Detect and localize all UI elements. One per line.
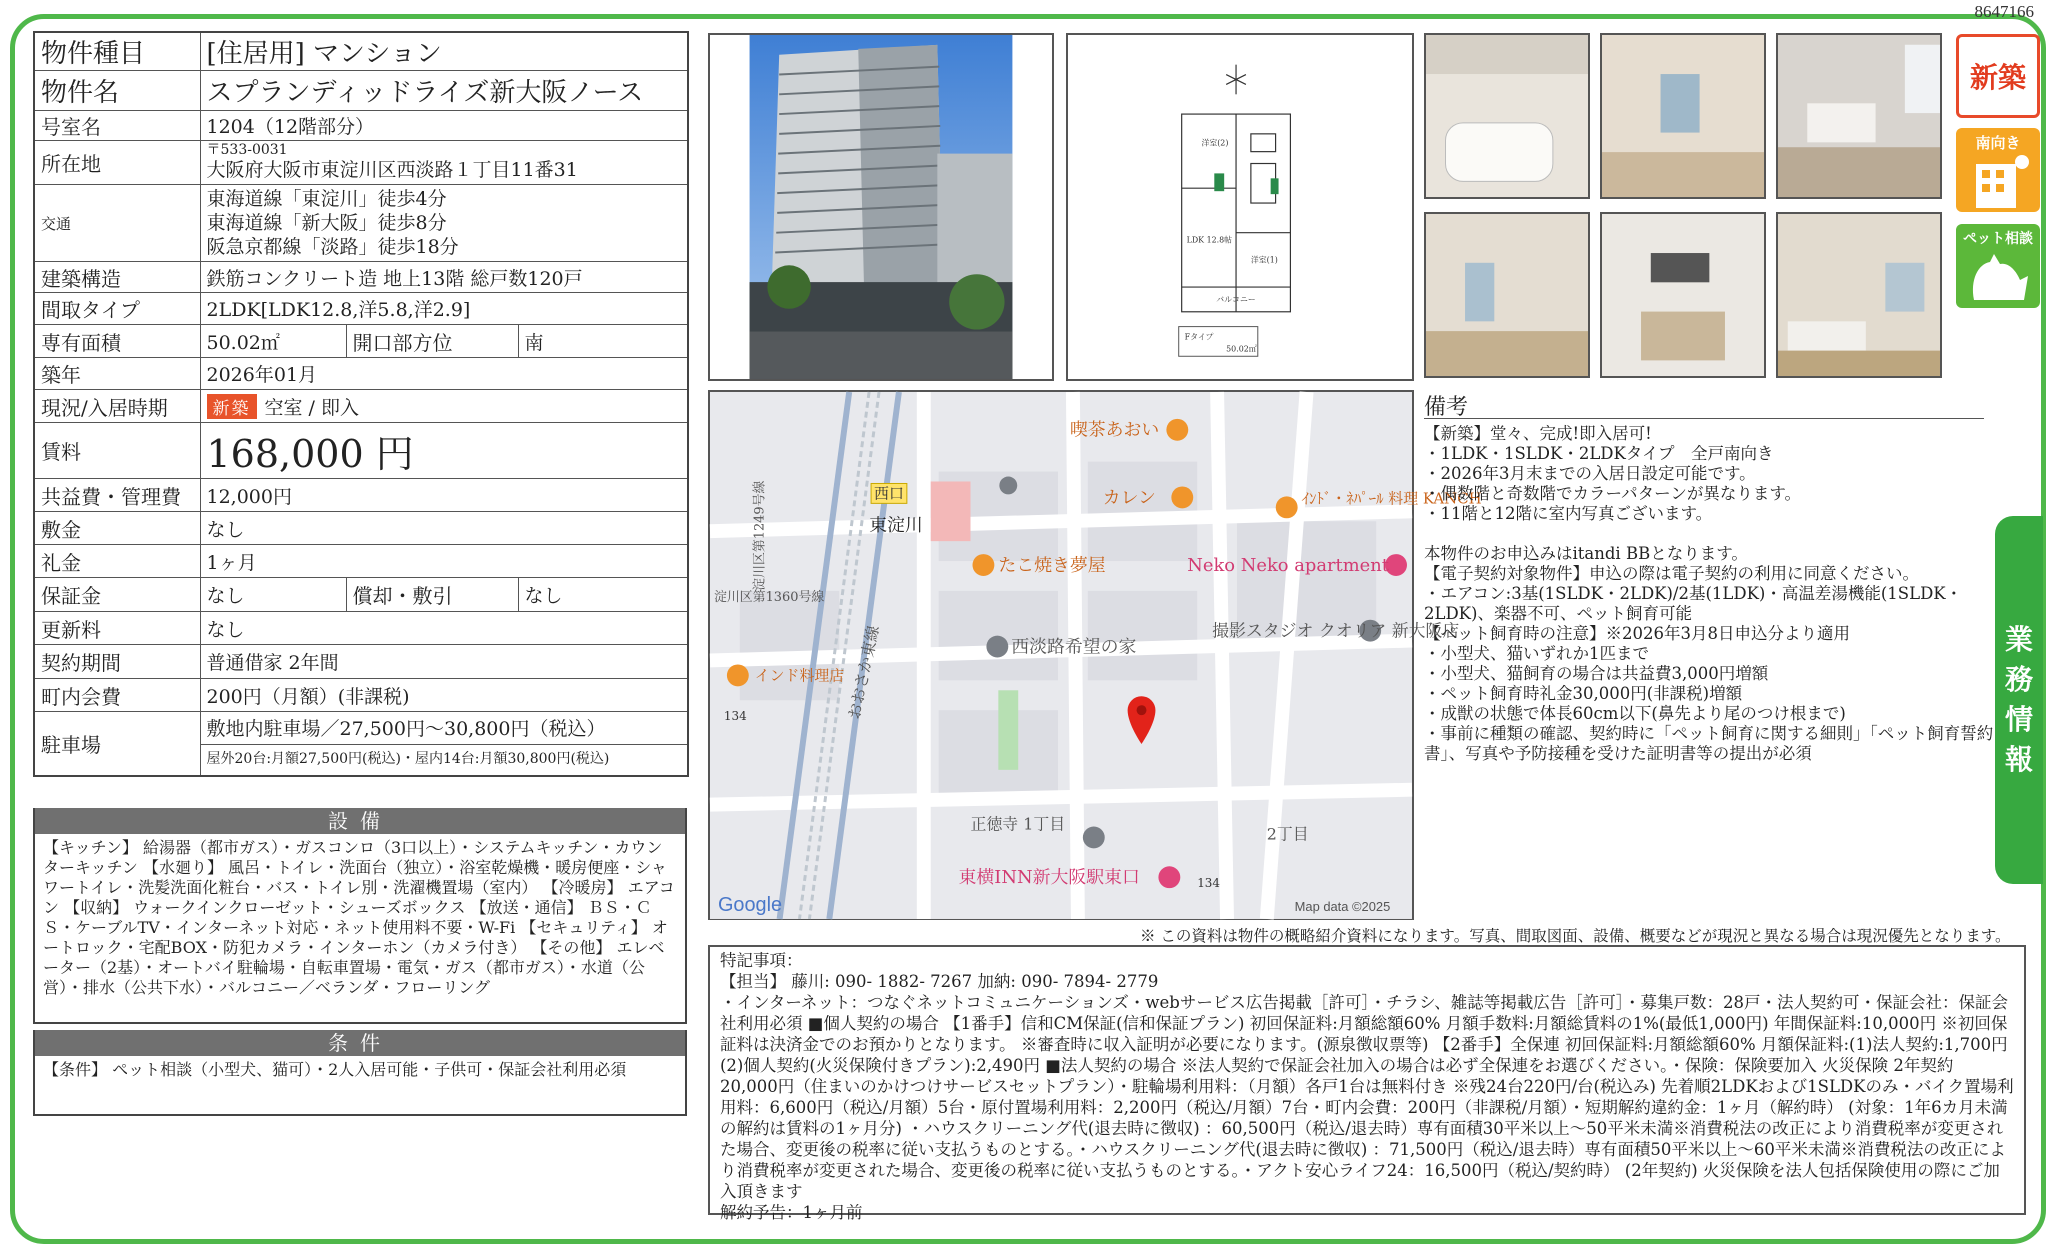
plan-balcony: バルコニー	[1216, 294, 1256, 304]
document-id: 8647166	[1974, 2, 2034, 21]
type-value: [住居用] マンション	[200, 32, 688, 71]
area-value: 50.02㎡	[200, 325, 346, 358]
room-photo-living	[1600, 33, 1766, 199]
remarks-title: 備考	[1424, 395, 1469, 420]
room-photo-bath	[1424, 33, 1590, 199]
map-label-neko: Neko Neko apartment	[1187, 554, 1389, 576]
map-attribution: Map data ©2025	[1294, 899, 1391, 915]
structure-label: 建築構造	[34, 262, 200, 293]
name-label: 物件名	[34, 71, 200, 111]
map-label-route134b: 134	[1197, 876, 1220, 891]
map-label-studio: 撮影スタジオ クオリア 新大阪店	[1212, 620, 1460, 641]
map-label-kibou: 西淡路希望の家	[1011, 636, 1137, 658]
renewal-label: 更新料	[34, 612, 200, 645]
plan-ldk: LDK 12.8帖	[1186, 235, 1233, 245]
direction-value: 南	[518, 325, 688, 358]
map-label-indian: ｲﾝﾄﾞ・ﾈﾊﾟｰﾙ 料理 KANCH	[1301, 489, 1482, 508]
address-value: 大阪府大阪市東淀川区西淡路１丁目11番31	[206, 159, 578, 181]
map-label-cafe: 喫茶あおい	[1069, 419, 1160, 441]
type-label: 物件種目	[34, 32, 200, 71]
traffic-line: 東海道線「新大阪」徒歩8分	[206, 212, 447, 234]
layout-value: 2LDK[LDK12.8,洋5.8,洋2.9]	[200, 293, 688, 325]
room-photo-bedroom	[1424, 212, 1590, 378]
new-badge: 新築	[207, 394, 257, 419]
map-label-route134a: 134	[723, 709, 747, 724]
tab-char: 情	[2004, 703, 2033, 736]
plan-type: Fタイプ	[1184, 332, 1214, 342]
special-notes: 特記事項： 【担当】 藤川: 090- 1882- 7267 加納: 090- 7894- 2779 ・インターネット：つなぐネットコミュニケーションズ・webサービス広告掲載［許可］・チラシ、雑誌等掲載広告［許可］・募集戸数：28戸・法人契約可・保証会社：保証会社利用必須 ■個人契約の場合 【1番手】信和CM保証(信和保証プラン) 初回保証料:月額総額60% 月額手数料:月額総賃料の1%(最低1,000円) 年間保証料:10,000円 ※初回保証料は決済金でのお預かりとなります。 ※審査時に収入証明が必要になります。(源泉徴収票等) 【2番手】全保連 初回保証料:月額総額60% 月額保証料:(1)法人契約:1,700円 (2)個人契約(火災保険付きプラン):2,490円 ■法人契約の場合 ※法人契約で保証会社加入の場合は必ず全保連をお選びください。・保険：保険要加入 火災保険 2年契約 20,000円（住まいのかけつけサービスセットプラン）・駐輪場利用料：（月額）各戸1台は無料付き ※残24台220円/台(税込み) 先着順2LDKおよび1SLDKのみ・バイク置場利用料：6,600円（税込/月額）5台・原付置場利用料：2,200円（税込/月額）7台・町内会費：200円（非課税/月額）・短期解約違約金：1ヶ月（解約時） (対象：1年6カ月未満の解約は賃料の1ヶ月分) ・ハウスクリーニング代(退去時に徴収) ：60,500円（税込/退去時）専有面積30平米以上〜50平米未満※消費税法の改正により消費税率が変更された場合、変更後の税率に従い支払うものとする。・ハウスクリーニング代(退去時に徴収) ：71,500円（税込/退去時）専有面積50平米以上〜60平米未満※消費税法の改正により消費税率が変更された場合、変更後の税率に従い支払うものとする。・アクト安心ライフ24：16,500円（税込/契約時） (2年契約) 火災保険を法人包括保険使用の際にご加入頂きます 解約予告：1ヶ月前	[708, 945, 2026, 1215]
renewal-value: なし	[200, 612, 688, 645]
town-fee-value: 200円（月額）(非課税)	[200, 679, 688, 712]
zip-code: 〒533-0031	[206, 142, 288, 158]
map-label-west-exit: 西口	[874, 484, 904, 503]
structure-value: 鉄筋コンクリート造 地上13階 総戸数120戸	[200, 262, 688, 293]
rent-label: 賃料	[34, 423, 200, 479]
room-photo-kitchen2	[1600, 212, 1766, 378]
amortization-value: なし	[518, 578, 688, 612]
amortization-label: 償却・敷引	[346, 578, 518, 612]
name-value: スプランディッドライズ新大阪ノース	[200, 71, 688, 111]
address-label: 所在地	[34, 141, 200, 185]
direction-label: 開口部方位	[346, 325, 518, 358]
floor-plan	[1066, 33, 1414, 381]
key-money-label: 礼金	[34, 545, 200, 578]
equipment-header: 設備	[33, 808, 687, 834]
status-value: 空室 / 即入	[264, 396, 359, 419]
rent-value: 168,000 円	[200, 423, 688, 479]
south-facing-text: 南向き	[1975, 134, 2021, 152]
status-label: 現況/入居時期	[34, 390, 200, 423]
contract-value: 普通借家 2年間	[200, 645, 688, 679]
built-year-value: 2026年01月	[200, 358, 688, 390]
guarantee-value: なし	[200, 578, 346, 612]
area-label: 専有面積	[34, 325, 200, 358]
disclaimer-notice: ※ この資料は物件の概略紹介資料になります。写真、間取図面、設備、概要などが現況と異なる場合は現況優先となります。	[1140, 927, 2011, 945]
map-label-curry: カレン	[1102, 487, 1156, 509]
map-label-road1360: 淀川区第1360号線	[713, 589, 825, 605]
tab-char: 報	[2004, 743, 2033, 776]
new-build-badge	[1956, 34, 2040, 118]
room-value: 1204（12階部分）	[200, 111, 688, 141]
map-label-osaka-higashi-line: おおさか東線	[844, 623, 883, 721]
fee-label: 共益費・管理費	[34, 479, 200, 512]
tab-char: 業	[2004, 623, 2033, 656]
built-year-label: 築年	[34, 358, 200, 390]
traffic-label: 交通	[34, 185, 200, 262]
parking-detail: 屋外20台:月額27,500円(税込)・屋内14台:月額30,800円(税込)	[206, 751, 610, 767]
map-label-station: 東淀川	[869, 515, 923, 537]
south-facing-icon	[1956, 128, 2040, 212]
tab-char: 務	[2004, 663, 2033, 696]
plan-room1: 洋室(2)	[1201, 138, 1229, 148]
room-photo-kitchen	[1776, 33, 1942, 199]
remarks-divider	[1424, 418, 1984, 419]
pet-consult-icon	[1956, 224, 2040, 308]
parking-label: 駐車場	[34, 712, 200, 777]
plan-room2: 洋室(1)	[1250, 255, 1278, 265]
new-build-badge-text: 新築	[1969, 61, 2026, 94]
room-label: 号室名	[34, 111, 200, 141]
building-photo	[708, 33, 1054, 381]
town-fee-label: 町内会費	[34, 679, 200, 712]
spec-table	[33, 31, 689, 777]
contract-label: 契約期間	[34, 645, 200, 679]
conditions-header: 条件	[33, 1030, 687, 1056]
deposit-label: 敷金	[34, 512, 200, 545]
map-label-toyoko-inn: 東横INN新大阪駅東口	[958, 867, 1140, 889]
map-label-2chome: 2丁目	[1266, 824, 1309, 844]
equipment-text: 【キッチン】 給湯器（都市ガス）・ガスコンロ（3口以上）・システムキッチン・カウンターキッチン 【水廻り】 風呂・トイレ・洗面台（独立）・浴室乾燥機・暖房便座・シャワートイレ・洗髪洗面化粧台・バス・トイレ別・洗濯機置場（室内） 【冷暖房】 エアコン 【収納】 ウォークインクローゼット・シューズボックス 【放送・通信】 ＢＳ・ＣＳ・ケーブルTV・インターネット対応・ネット使用料不要・W-Fi 【セキュリティ】 オートロック・宅配BOX・防犯カメラ・インターホン（カメラ付き） 【その他】 エレベーター（2基）・オートバイ駐輪場・自転車置場・電気・ガス（都市ガス）・水道（公営）・排水（公共下水）・バルコニー／ベランダ・フローリング	[33, 834, 687, 1024]
layout-label: 間取タイプ	[34, 293, 200, 325]
pet-consult-text: ペット相談	[1963, 231, 2033, 247]
map-label-indian2: インド料理店	[754, 666, 845, 685]
parking-value: 敷地内駐車場／27,500円〜30,800円（税込）	[201, 714, 688, 745]
key-money-value: 1ヶ月	[200, 545, 688, 578]
traffic-line: 東海道線「東淀川」徒歩4分	[206, 188, 447, 210]
google-logo: Google	[717, 894, 783, 917]
guarantee-label: 保証金	[34, 578, 200, 612]
deposit-value: なし	[200, 512, 688, 545]
plan-area: 50.02㎡	[1226, 344, 1257, 354]
map-label-shotokuji: 正徳寺 1丁目	[970, 814, 1066, 834]
map-label-takoyaki: たこ焼き夢屋	[998, 554, 1106, 576]
traffic-line: 阪急京都線「淡路」徒歩18分	[206, 236, 459, 258]
conditions-text: 【条件】 ペット相談（小型犬、猫可）・2人入居可能・子供可・保証会社利用必須	[33, 1056, 687, 1116]
room-photo-dining	[1776, 212, 1942, 378]
remarks-text: 【新築】堂々、完成!即入居可! ・1LDK・1SLDK・2LDKタイプ 全戸南向き ・2026年3月末までの入居日設定可能です。 ・偶数階と奇数階でカラーパターンが異なります。 ・11階と12階に室内写真ございます。 本物件のお申込みはitandi BBとなります。 【電子契約対象物件】申込の際は電子契約の利用に同意ください。 ・エアコン:3基(1SLDK・2LDK)/2基(1LDK)・高温差湯機能(1SLDK・2LDK)、楽器不可、ペット飼育可能 【ペット飼育時の注意】※2026年3月8日申込分より適用 ・小型犬、猫いずれか1匹まで ・小型犬、猫飼育の場合は共益費3,000円増額 ・ペット飼育時礼金30,000円(非課税)増額 ・成獣の状態で体長60cm以下(鼻先より尾のつけ根まで) ・事前に種類の確認、契約時に「ペット飼育に関する細則」「ペット飼育誓約書」、写真や予防接種を受けた証明書等の提出が必須	[1424, 424, 1994, 763]
map-label-road1249: 淀川区第1249号線	[752, 480, 768, 591]
business-info-tab[interactable]	[1995, 516, 2043, 884]
fee-value: 12,000円	[200, 479, 688, 512]
